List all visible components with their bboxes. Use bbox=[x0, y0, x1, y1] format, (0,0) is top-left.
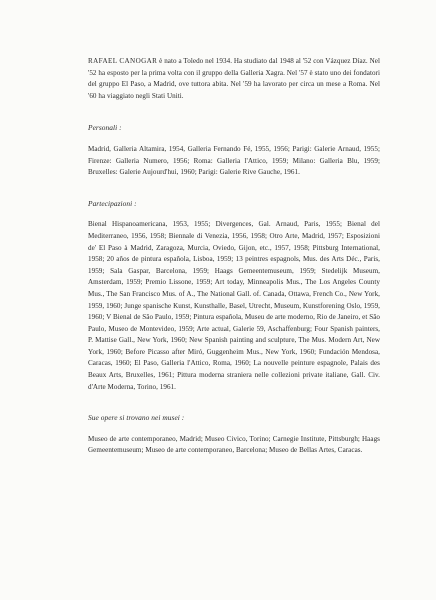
biography-text: è nato a Toledo nel 1934. Ha studiato dal 1948 al '52 con Vázquez Díaz. Nel '52 ha esposto per la prima volta con il gruppo della Galleria Xagra. Nel '57 è stato uno dei fondatori del gruppo El Paso, a Madrid, ove tuttora abita. Nel '59 ha lavorato per circa un mese a Roma. Nel '60 ha viaggiato negli Stati Uniti. bbox=[88, 57, 380, 100]
partecipazioni-text: Bienal Hispanoamericana, 1953, 1955; Divergences, Gal. Arnaud, Paris, 1955; Bienal del Mediterraneo, 1956, 1958; Biennale di Venezia, 1956, 1958; Otro Arte, Madrid, 1957; Esposizioni de' El Paso à Madrid, Zaragoza, Murcia, Oviedo, Gijon, etc., 1957, 1958; Pittsburg International, 1958; 20 años de pintura española, Lisboa, 1959; 13 peintres espagnols, Mus. des Arts Déc., Paris, 1959; Sala Gaspar, Barcelona, 1959; Haags Gemeentemuseum, 1959; Stedelijk Museum, Amsterdam, 1959; Premio Lissone, 1959; Art today, Minneapolis Mus., The Los Angeles County Mus., The San Francisco Mus. of A., The National Gall. of. Canada, Ottawa, French Co., New York, 1959, 1960; Junge spanische Kunst, Kunsthalle, Basel, Utrecht, Museum, Kunstforening Oslo, 1959, 1960; V Bienal de São Paulo, 1959; Pintura española, Museu de arte moderno, Rio de Janeiro, et São Paulo, Museo de Montevideo, 1959; Arte actual, Galerie 59, Aschaffenburg; Four Spanish painters, P. Mattise Gall., New York, 1960; New Spanish painting and sculpture, The Mus. Modern Art, New York, 1960; Before Picasso after Miró, Guggenheim Mus., New York, 1960; Fundación Mendosa, Caracas, 1960; El Paso, Galleria l'Attico, Roma, 1960; La nouvelle peinture espagnole, Palais des Beaux Arts, Bruxelles, 1961; Pittura moderna straniera nelle collezioni private italiane, Gall. Civ. d'Arte Moderna, Torino, 1961. bbox=[88, 220, 380, 391]
partecipazioni-heading: Partecipazioni : bbox=[88, 198, 137, 208]
musei-text: Museo de arte contemporaneo, Madrid; Museo Civico, Torino; Carnegie Institute, Pittsburgh; Haags Gemeentemuseum; Museo de arte contemporaneo, Barcelona; Museo de Bellas Artes, Caracas. bbox=[88, 434, 380, 455]
biography-paragraph bbox=[88, 56, 380, 102]
personali-heading: Personali : bbox=[88, 123, 122, 133]
personali-text: Madrid, Galleria Altamira, 1954, Galleria Fernando Fé, 1955, 1956; Parigi: Galerie Arnaud, 1955; Firenze: Galleria Numero, 1956; Roma: Galleria l'Attico, 1959; Milano: Galleria Blu, 1959; Bruxelles: Galerie Aujourd'hui, 1960; Parigi: Galerie Rive Gauche, 1961. bbox=[88, 144, 380, 177]
document-body bbox=[88, 56, 380, 457]
artist-name: RAFAEL CANOGAR bbox=[88, 57, 158, 65]
musei-heading: Sue opere si trovano nei musei : bbox=[88, 413, 185, 423]
